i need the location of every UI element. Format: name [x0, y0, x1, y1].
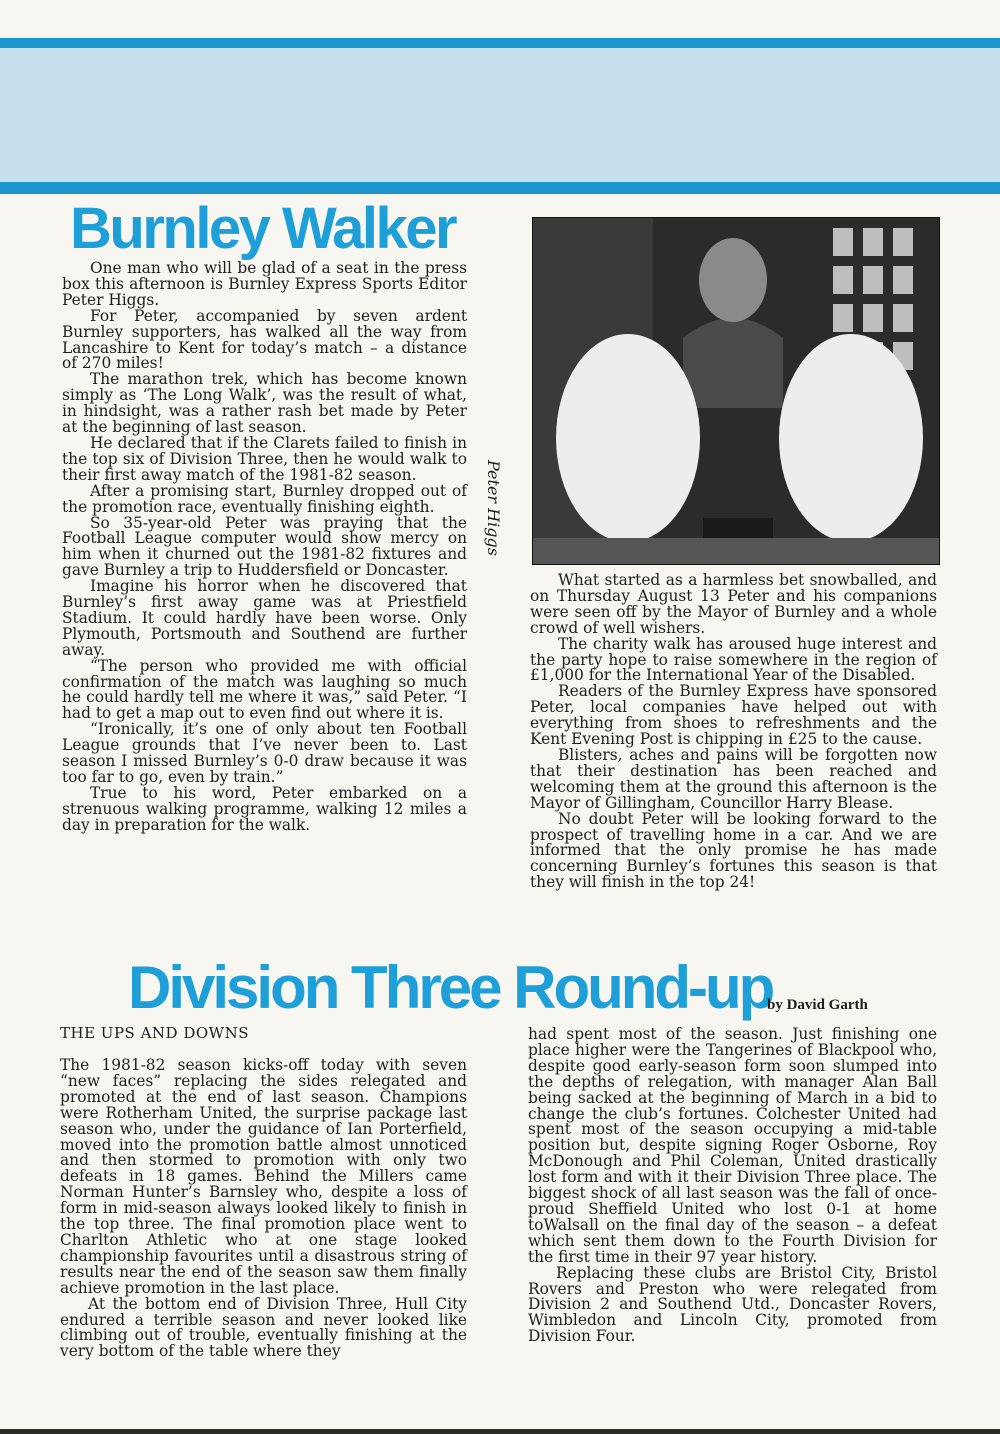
paragraph: So 35-year-old Peter was praying that the Football League computer would show mercy on him when it churned out the 1981-82 fixtures and gave Burnley a trip to Huddersfield or Doncaster.: [62, 513, 467, 580]
paragraph: Readers of the Burnley Express have sponsored Peter, local companies have helped out with everything from shoes to refreshments and the Kent Evening Post is chipping in £25 to the cause.: [530, 682, 937, 749]
section-subhead: THE UPS AND DOWNS: [60, 1024, 249, 1042]
burnley-walker-headline: Burnley Walker: [70, 196, 456, 261]
bottom-rule: [0, 1429, 1000, 1434]
byline: by David Garth: [767, 997, 868, 1013]
paragraph: “The person who provided me with official confirmation of the match was laughing so much he could hardly tell me where it was,” said Peter. “I had to get a map out to even find out where it is.: [62, 656, 467, 723]
paragraph: After a promising start, Burnley dropped out of the promotion race, eventually finishing eighth.: [62, 481, 467, 516]
burnley-walker-column-1: [62, 261, 467, 834]
round-up-headline: Division Three Round-up: [128, 954, 773, 1021]
paragraph: Imagine his horror when he discovered that Burnley’s first away game was at Priestfield Stadium. It could hardly have been worse. Only Plymouth, Portsmouth and Southend are further away.: [62, 577, 467, 659]
paragraph: The 1981-82 season kicks-off today with seven “new faces” replacing the sides relegated and promoted at the end of last season. Champions were Rotherham United, the surprise package last season who, under the guidance of Ian Porterfield, moved into the promotion battle almost unnoticed and then stormed to promotion with only two defeats in 18 games. Behind the Millers came Norman Hunter’s Barnsley who, despite a loss of form in mid-season always looked likely to finish in the top three. The final promotion place went to Charlton Athletic who at one stage looked championship favourites until a disastrous string of results near the end of the season saw them finally achieve promotion in the last place.: [60, 1056, 467, 1297]
paragraph: One man who will be glad of a seat in the press box this afternoon is Burnley Express Sports Editor Peter Higgs.: [62, 259, 467, 309]
paragraph: What started as a harmless bet snowballed, and on Thursday August 13 Peter and his companions were seen off by the Mayor of Burnley and a whole crowd of well wishers.: [530, 571, 937, 637]
header-rule-top: [0, 38, 1000, 48]
burnley-walker-column-2: [530, 573, 937, 891]
paragraph: True to his word, Peter embarked on a strenuous walking programme, walking 12 miles a day in preparation for the walk.: [62, 783, 467, 834]
round-up-column-1: [60, 1058, 467, 1360]
photo-credit: Peter Higgs: [484, 460, 503, 556]
paragraph: The charity walk has aroused huge interest and the party hope to raise somewhere in the region of £1,000 for the International Year of the Disabled.: [530, 634, 937, 685]
round-up-column-2: [528, 1027, 937, 1345]
paragraph: Replacing these clubs are Bristol City, Bristol Rovers and Preston who were relegated from Division 2 and Southend Utd., Doncaster Rovers, Wimbledon and Lincoln City, promoted from Division Four.: [528, 1263, 937, 1346]
paragraph: No doubt Peter will be looking forward to the prospect of travelling home in a car. And we are informed that the only promise he has made concerning Burnley’s fortunes this season is that they will finish in the top 24!: [530, 809, 937, 892]
peter-higgs-photo: [532, 217, 940, 565]
paragraph: At the bottom end of Division Three, Hull City endured a terrible season and never looked like climbing out of trouble, eventually finishing at the very bottom of the table where they: [60, 1294, 467, 1361]
paragraph: had spent most of the season. Just finishing one place higher were the Tangerines of Blackpool who, despite good early-season form soon slumped into the depths of relegation, with manager Alan Ball being sacked at the beginning of March in a bid to change the club’s fortunes. Colchester United had spent most of the season occupying a mid-table position but, despite signing Roger Osborne, Roy McDonough and Phil Coleman, United drastically lost form and with it their Division Three place. The biggest shock of all last season was the fall of once-proud Sheffield United who lost 0-1 at home toWalsall on the final day of the season – a defeat which sent them down to the Fourth Division for the first time in their 97 year history.: [528, 1025, 937, 1266]
paragraph: For Peter, accompanied by seven ardent Burnley supporters, has walked all the way from Lancashire to Kent for today’s match – a distance of 270 miles!: [62, 306, 467, 373]
paragraph: “Ironically, it’s one of only about ten Football League grounds that I’ve never been to. Last season I missed Burnley’s 0-0 draw because it was too far to go, even by train.”: [62, 720, 467, 786]
paragraph: Blisters, aches and pains will be forgotten now that their destination has been reached and welcoming them at the ground this afternoon is the Mayor of Gillingham, Councillor Harry Blease.: [530, 745, 937, 812]
paragraph: The marathon trek, which has become known simply as ‘The Long Walk’, was the result of what, in hindsight, was a rather rash bet made by Peter at the beginning of last season.: [62, 370, 467, 437]
paragraph: He declared that if the Clarets failed to finish in the top six of Division Three, then he would walk to their first away match of the 1981-82 season.: [62, 433, 467, 484]
header-rule-bottom: [0, 182, 1000, 194]
header-band: [0, 48, 1000, 182]
photo-illustration: [533, 218, 939, 564]
